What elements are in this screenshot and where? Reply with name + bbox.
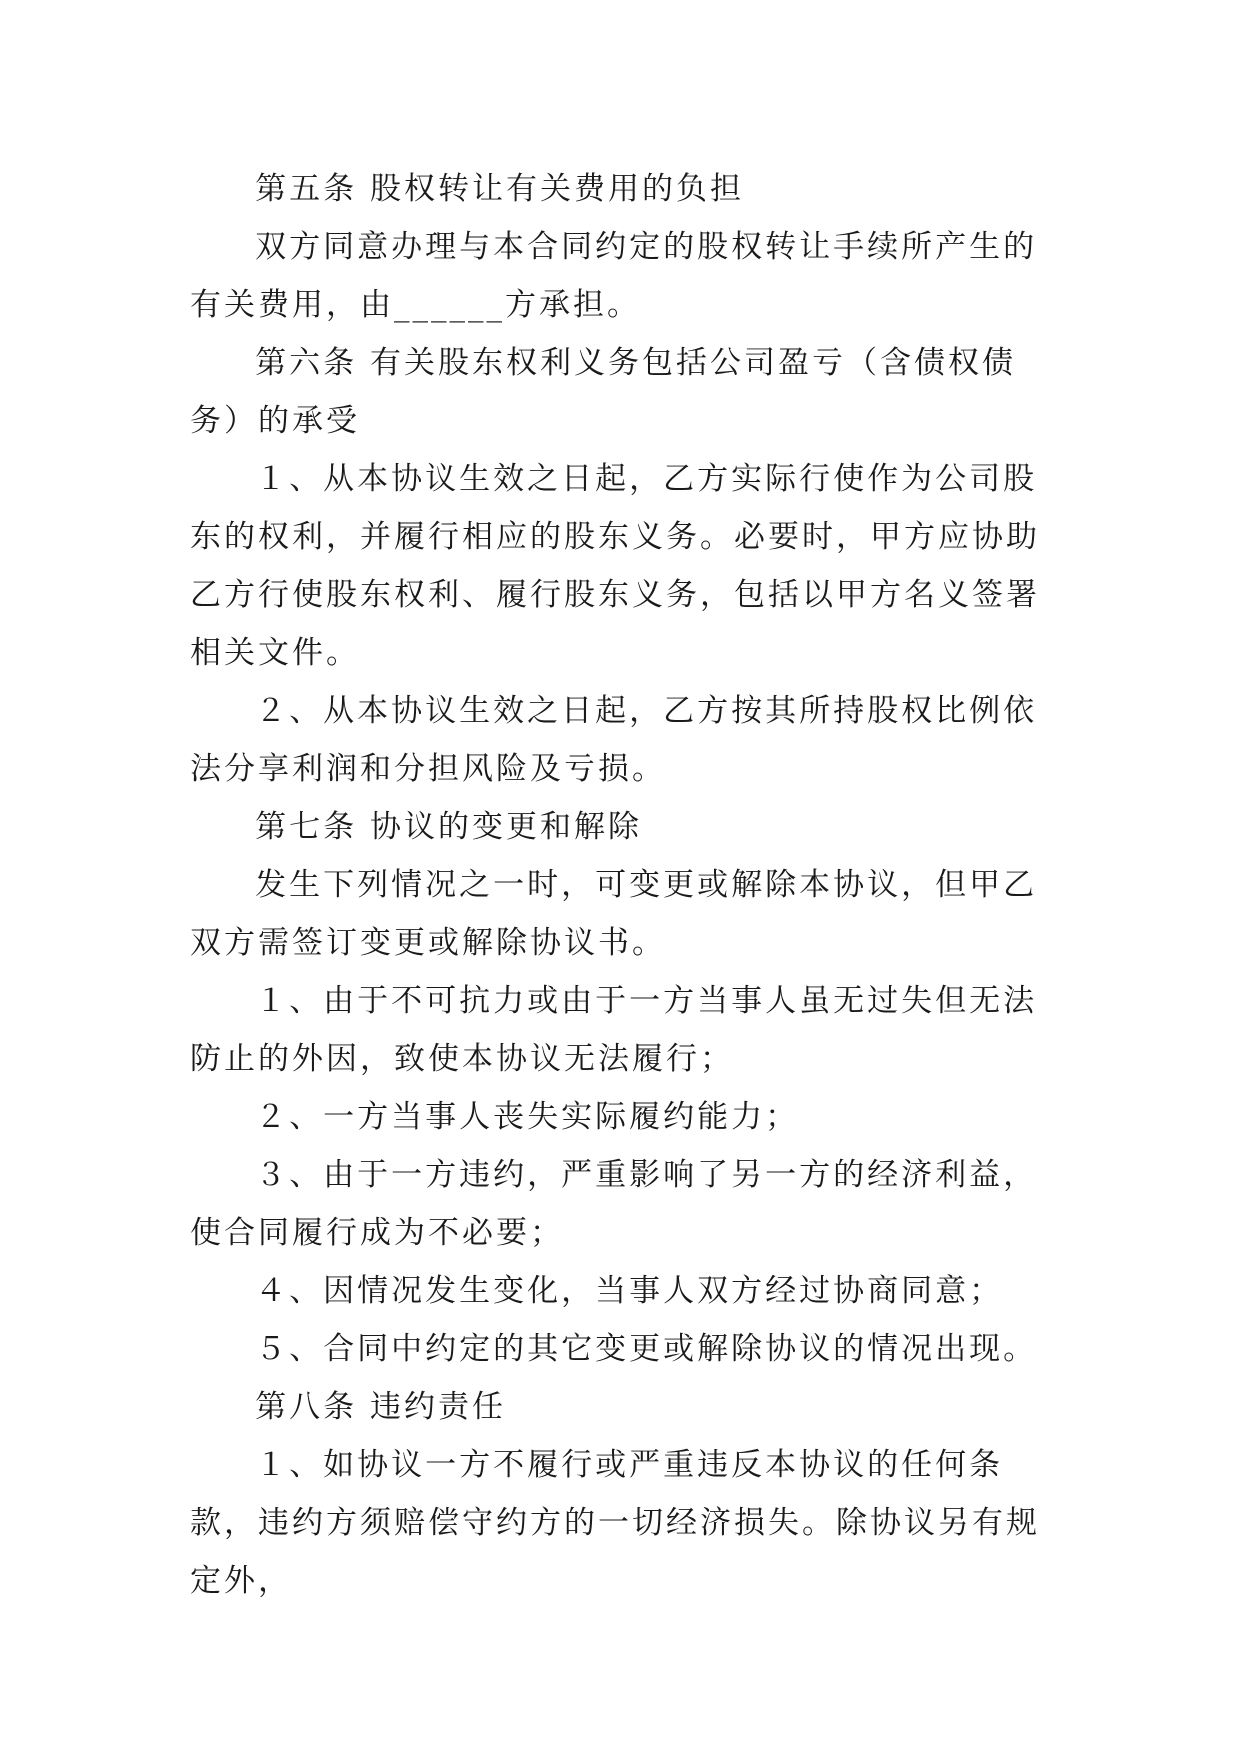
article-5-paragraph: 双方同意办理与本合同约定的股权转让手续所产生的有关费用，由______方承担。 [190, 229, 1038, 323]
article-7-item-1: １、由于不可抗力或由于一方当事人虽无过失但无法防止的外因，致使本协议无法履行； [190, 983, 1038, 1077]
article-6-item-2: ２、从本协议生效之日起，乙方按其所持股权比例依法分享利润和分担风险及亏损。 [190, 693, 1038, 787]
article-8-item-1: １、如协议一方不履行或严重违反本协议的任何条款，违约方须赔偿守约方的一切经济损失。除协议另有规定外， [190, 1447, 1040, 1599]
article-6-heading: 第六条 有关股东权利义务包括公司盈亏（含债权债务）的承受 [190, 345, 1016, 439]
article-5-heading: 第五条 股权转让有关费用的负担 [255, 171, 744, 207]
article-7-item-5: ５、合同中约定的其它变更或解除协议的情况出现。 [255, 1331, 1038, 1367]
article-7-item-2: ２、一方当事人丧失实际履约能力； [255, 1099, 800, 1135]
article-7-item-4: ４、因情况发生变化，当事人双方经过协商同意； [255, 1273, 1004, 1309]
article-7-item-3: ３、由于一方违约，严重影响了另一方的经济利益，使合同履行成为不必要； [190, 1157, 1038, 1251]
article-7-heading: 第七条 协议的变更和解除 [255, 809, 642, 845]
article-6-item-1: １、从本协议生效之日起，乙方实际行使作为公司股东的权利，并履行相应的股东义务。必要时，甲方应协助乙方行使股东权利、履行股东义务，包括以甲方名义签署相关文件。 [190, 461, 1040, 671]
article-7-intro: 发生下列情况之一时，可变更或解除本协议，但甲乙双方需签订变更或解除协议书。 [190, 867, 1038, 961]
document-body [190, 160, 1050, 1610]
article-8-heading: 第八条 违约责任 [255, 1389, 506, 1425]
